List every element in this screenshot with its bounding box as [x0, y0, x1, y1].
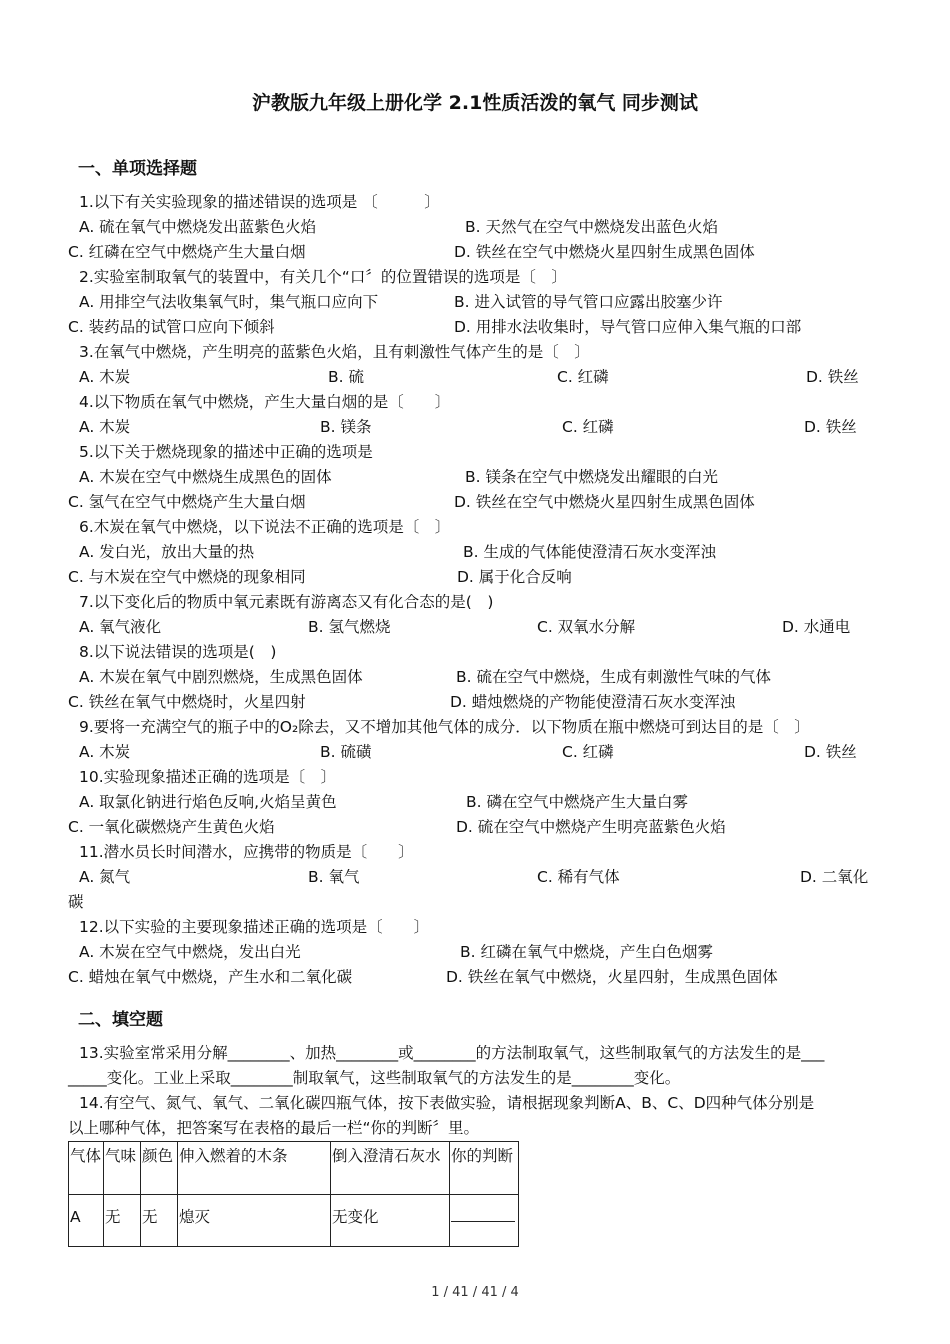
q4-option-a: A. 木炭 [79, 418, 131, 436]
q5-option-a: A. 木炭在空气中燃烧生成黑色的固体 [79, 468, 332, 486]
question-11: 11.潜水员长时间潜水，应携带的物质是〔 〕 [79, 843, 414, 861]
q8-option-c: C. 铁丝在氧气中燃烧时，火星四射 [68, 693, 306, 711]
q3-option-b: B. 硫 [328, 368, 364, 386]
q10-option-a: A. 取氯化钠进行焰色反响,火焰呈黄色 [79, 793, 337, 811]
table-header-row [69, 1142, 519, 1195]
page-title: 沪教版九年级上册化学 2.1性质活泼的氧气 同步测试 [252, 92, 698, 114]
question-10: 10.实验现象描述正确的选项是〔 〕 [79, 768, 337, 786]
question-12: 12.以下实验的主要现象描述正确的选项是〔 〕 [79, 918, 430, 936]
q1-option-c: C. 红磷在空气中燃烧产生大量白烟 [68, 243, 306, 261]
q8-option-b: B. 硫在空气中燃烧，生成有刺激性气味的气体 [456, 668, 771, 686]
q10-option-b: B. 磷在空气中燃烧产生大量白雾 [466, 793, 688, 811]
q11-option-a: A. 氮气 [79, 868, 131, 886]
q3-option-c: C. 红磷 [557, 368, 609, 386]
section-heading-fill-in: 二、填空题 [78, 1010, 163, 1030]
question-9: 9.要将一充满空气的瓶子中的O₂除去，又不增加其他气体的成分．以下物质在瓶中燃烧可到达目的是〔 〕 [79, 718, 810, 736]
answer-blank-cell[interactable] [450, 1195, 519, 1247]
q12-option-c: C. 蜡烛在氧气中燃烧，产生水和二氧化碳 [68, 968, 353, 986]
q8-option-a: A. 木炭在氧气中剧烈燃烧，生成黑色固体 [79, 668, 363, 686]
q9-option-b: B. 硫磺 [320, 743, 372, 761]
q1-option-b: B. 天然气在空气中燃烧发出蓝色火焰 [465, 218, 718, 236]
question-6: 6.木炭在氧气中燃烧，以下说法不正确的选项是〔 〕 [79, 518, 451, 536]
q1-option-a: A. 硫在氧气中燃烧发出蓝紫色火焰 [79, 218, 317, 236]
question-2: 2.实验室制取氧气的装置中，有关几个“口〞的位置错误的选项是〔 〕 [79, 268, 567, 286]
question-8: 8.以下说法错误的选项是( ) [79, 643, 277, 661]
q11-option-b: B. 氧气 [308, 868, 360, 886]
table-header-cell: 气体 [69, 1142, 104, 1195]
table-cell: 无 [104, 1195, 141, 1247]
table-header-cell: 气味 [104, 1142, 141, 1195]
q4-option-d: D. 铁丝 [804, 418, 857, 436]
question-14-line-1: 14.有空气、氮气、氧气、二氧化碳四瓶气体，按下表做实验，请根据现象判断A、B、C、D四种气体分别是 [79, 1094, 815, 1112]
q12-option-a: A. 木炭在空气中燃烧，发出白光 [79, 943, 301, 961]
q11-option-d: D. 二氧化 [800, 868, 869, 886]
q3-option-d: D. 铁丝 [806, 368, 859, 386]
question-7: 7.以下变化后的物质中氧元素既有游离态又有化合态的是( ) [79, 593, 494, 611]
section-heading-single-choice: 一、单项选择题 [78, 159, 197, 179]
table-cell: 无 [141, 1195, 178, 1247]
question-3: 3.在氧气中燃烧，产生明亮的蓝紫色火焰，且有刺激性气体产生的是〔 〕 [79, 343, 590, 361]
q3-option-a: A. 木炭 [79, 368, 131, 386]
table-header-cell: 颜色 [141, 1142, 178, 1195]
page-number: 1 / 41 / 41 / 4 [431, 1285, 519, 1300]
q7-option-d: D. 水通电 [782, 618, 851, 636]
table-cell: A [69, 1195, 104, 1247]
q9-option-a: A. 木炭 [79, 743, 131, 761]
question-5: 5.以下关于燃烧现象的描述中正确的选项是 [79, 443, 373, 461]
table-cell: 熄灭 [178, 1195, 331, 1247]
q6-option-a: A. 发白光，放出大量的热 [79, 543, 255, 561]
q6-option-d: D. 属于化合反响 [457, 568, 572, 586]
q10-option-c: C. 一氧化碳燃烧产生黄色火焰 [68, 818, 275, 836]
q7-option-b: B. 氢气燃烧 [308, 618, 391, 636]
table-header-cell: 倒入澄清石灰水 [331, 1142, 450, 1195]
q5-option-d: D. 铁丝在空气中燃烧火星四射生成黑色固体 [454, 493, 755, 511]
q5-option-b: B. 镁条在空气中燃烧发出耀眼的白光 [465, 468, 718, 486]
q9-option-c: C. 红磷 [562, 743, 614, 761]
q9-option-d: D. 铁丝 [804, 743, 857, 761]
q7-option-a: A. 氧气液化 [79, 618, 162, 636]
q6-option-b: B. 生成的气体能使澄清石灰水变浑浊 [463, 543, 716, 561]
q11-option-d-continued: 碳 [68, 893, 84, 911]
q2-option-c: C. 装药品的试管口应向下倾斜 [68, 318, 275, 336]
question-13-line-1: 13.实验室常采用分解________、加热________或________的方法制取氧气，这些制取氧气的方法发生的是___ [79, 1044, 825, 1062]
table-header-cell: 你的判断 [450, 1142, 519, 1195]
q4-option-c: C. 红磷 [562, 418, 614, 436]
question-1: 1.以下有关实验现象的描述错误的选项是 〔 〕 [79, 193, 440, 211]
q12-option-d: D. 铁丝在氧气中燃烧，火星四射，生成黑色固体 [446, 968, 778, 986]
q2-option-b: B. 进入试管的导气管口应露出胶塞少许 [454, 293, 723, 311]
q6-option-c: C. 与木炭在空气中燃烧的现象相同 [68, 568, 306, 586]
q7-option-c: C. 双氧水分解 [537, 618, 636, 636]
q11-option-c: C. 稀有气体 [537, 868, 620, 886]
q2-option-a: A. 用排空气法收集氧气时，集气瓶口应向下 [79, 293, 379, 311]
answer-blank[interactable] [451, 1207, 515, 1222]
q1-option-d: D. 铁丝在空气中燃烧火星四射生成黑色固体 [454, 243, 755, 261]
gas-test-table [68, 1141, 519, 1247]
q2-option-d: D. 用排水法收集时，导气管口应伸入集气瓶的口部 [454, 318, 802, 336]
table-cell: 无变化 [331, 1195, 450, 1247]
q12-option-b: B. 红磷在氧气中燃烧，产生白色烟雾 [460, 943, 713, 961]
question-13-line-2: _____变化。工业上采取________制取氧气，这些制取氧气的方法发生的是________变化。 [68, 1069, 681, 1087]
q10-option-d: D. 硫在空气中燃烧产生明亮蓝紫色火焰 [456, 818, 726, 836]
table-row [69, 1195, 519, 1247]
q4-option-b: B. 镁条 [320, 418, 372, 436]
question-14-line-2: 以上哪种气体，把答案写在表格的最后一栏“你的判断〞里。 [68, 1119, 480, 1137]
q8-option-d: D. 蜡烛燃烧的产物能使澄清石灰水变浑浊 [450, 693, 736, 711]
q5-option-c: C. 氢气在空气中燃烧产生大量白烟 [68, 493, 306, 511]
table-header-cell: 伸入燃着的木条 [178, 1142, 331, 1195]
question-4: 4.以下物质在氧气中燃烧，产生大量白烟的是〔 〕 [79, 393, 451, 411]
